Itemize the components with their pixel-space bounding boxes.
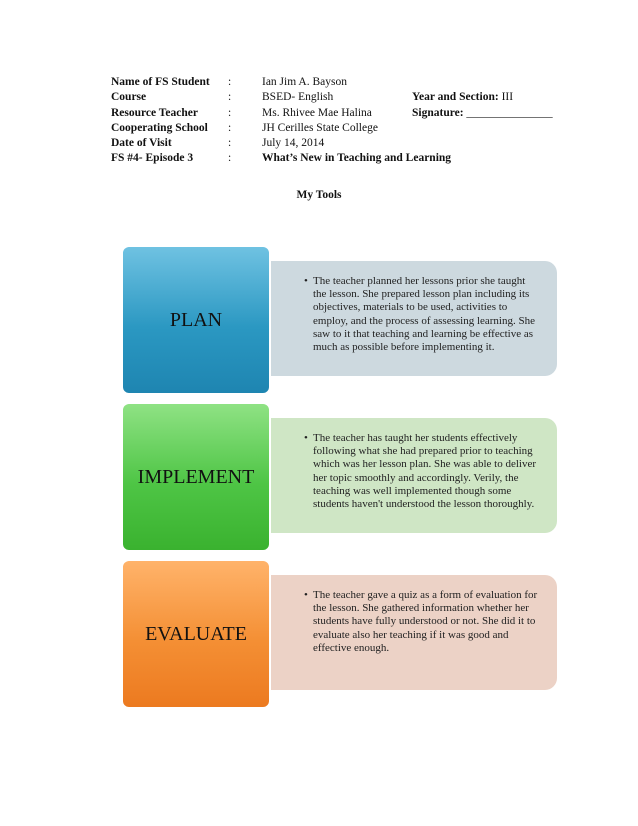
signature-line: _______________ bbox=[466, 106, 553, 119]
year-section bbox=[412, 90, 513, 105]
info-value: July 14, 2014 bbox=[262, 137, 325, 150]
year-section-label: Year and Section: bbox=[412, 91, 499, 104]
page-title: My Tools bbox=[296, 189, 342, 201]
signature-label: Signature: bbox=[412, 106, 464, 119]
info-value: Ms. Rhivee Mae Halina bbox=[262, 106, 372, 119]
plan-description: • The teacher planned her lessons prior she taught the lesson. She prepared lesson plan including its objectives, materials to be used, activities to employ, and the process of assessing learning. She saw to it that teaching and learning be effective as much as possible before implementing it. bbox=[313, 275, 539, 354]
implement-description: • The teacher has taught her students effectively following what she had prepared prior to teaching which was her lesson plan. She was able to deliver her topic smoothly and accordingly. Verily, the teaching was well implemented though some students haven't understood the lesson thoroughly. bbox=[313, 432, 539, 511]
plan-description-panel bbox=[267, 261, 557, 376]
implement-block bbox=[121, 402, 271, 552]
evaluate-description: • The teacher gave a quiz as a form of evaluation for the lesson. She gathered information whether her students have fully understood or not. She did it to evaluate also her teaching if it was good and effective enough. bbox=[313, 589, 539, 655]
signature bbox=[412, 106, 553, 121]
info-colon: : bbox=[228, 121, 232, 134]
info-colon: : bbox=[228, 91, 232, 104]
info-value: JH Cerilles State College bbox=[262, 121, 378, 134]
implement-label: IMPLEMENT bbox=[137, 465, 255, 488]
evaluate-label: EVALUATE bbox=[145, 622, 247, 645]
info-colon: : bbox=[228, 106, 232, 119]
info-colon: : bbox=[228, 152, 232, 165]
info-value: Ian Jim A. Bayson bbox=[262, 76, 347, 88]
evaluate-description-panel bbox=[267, 575, 557, 690]
plan-label: PLAN bbox=[169, 308, 223, 331]
info-label: Course bbox=[111, 91, 147, 104]
info-label: Resource Teacher bbox=[111, 106, 198, 119]
info-colon: : bbox=[228, 76, 232, 88]
info-label: Name of FS Student bbox=[111, 76, 210, 88]
implement-description-panel bbox=[267, 418, 557, 533]
info-label: Date of Visit bbox=[111, 137, 172, 150]
evaluate-block bbox=[121, 559, 271, 709]
info-colon: : bbox=[228, 137, 232, 150]
plan-block bbox=[121, 245, 271, 395]
year-section-value: III bbox=[501, 91, 514, 104]
info-label: Cooperating School bbox=[111, 121, 208, 134]
info-label: FS #4- Episode 3 bbox=[111, 152, 194, 165]
info-value: BSED- English bbox=[262, 91, 334, 104]
info-value: What’s New in Teaching and Learning bbox=[262, 152, 452, 165]
